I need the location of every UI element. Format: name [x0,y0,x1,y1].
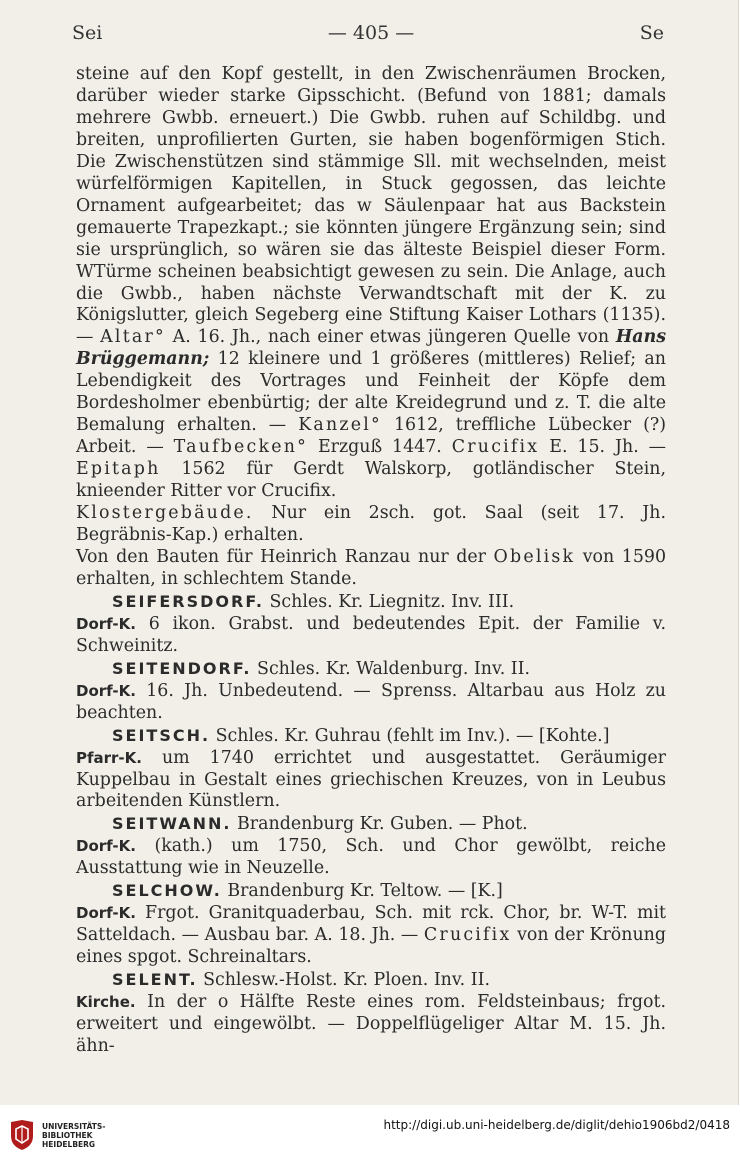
kanzel-label: Kanzel° [298,415,382,436]
entry-selchow [76,880,666,969]
entry-kind: Pfarr-K. [76,748,142,767]
paragraph-klostergebaeude: Klostergebäude. Nur ein 2sch. got. Saal (seit 17. Jh. Begräbnis-Kap.) erhalten. [76,503,667,546]
entry-heading: SELCHOW. [112,881,222,901]
entry-region: Schles. Kr. Liegnitz. Inv. III. [269,591,515,612]
altar-label: Altar° [100,327,166,348]
entry-region: Brandenburg Kr. Teltow. — [K.] [227,881,503,902]
entry-text: 6 ikon. Grabst. und bedeutendes Epit. der Familie v. Schweinitz. [76,613,666,656]
library-footer [0,1105,740,1165]
entry-kind: Kirche. [76,993,136,1012]
entry-region: Schles. Kr. Guhrau (fehlt im Inv.). — [Kohte.] [215,725,610,746]
running-head-left: Sei [72,22,103,44]
entry-heading: SEITENDORF. [112,658,252,678]
entry-seifersdorf [76,591,666,658]
paragraph-continuation: steine auf den Kopf gestellt, in den Zwischenräumen Brocken, darüber wieder starke Gipsschicht. (Befund von 1881; damals mehrere Gwbb. erneuert.) Die Gwbb. ruhen auf Schildbg. und breiten, unprofilierten Gurten, sie haben bogenförmigen Stich. Die Zwischenstützen sind stämmige Sll. mit wechselnden, meist würfelförmigen Kapitellen, in Stuck gegossen, das leichte Ornament aufgearbeitet; das w Säulenpaar hat aus Backstein gemauerte Trapezkapt.; sie könnten jüngere Ergänzung sein; sind sie ursprünglich, so wären sie das älteste Beispiel dieser Form. WTürme scheinen beabsichtigt gewesen zu sein. Die Anlage, auch die Gwbb., haben nächste Verwandtschaft mit der K. zu Königslutter, gleich Segeberg eine Stiftung Kaiser Lothars (1135). — Altar° A. 16. Jh., nach einer etwas jüngeren Quelle von Hans Brüggemann; 12 kleinere und 1 größeres (mittleres) Relief; an Lebendigkeit des Vortrages und Feinheit der Köpfe dem Bordesholmer ebenbürtig; der alte Kreidegrund und z. T. die alte Bemalung erhalten. — Kanzel° 1612, treffliche Lübecker (?) Arbeit. — Taufbecken° Erzguß 1447. Crucifix E. 15. Jh. — Epitaph 1562 für Gerdt Walskorp, gotländischer Stein, knieender Ritter vor Crucifix. [76,64,667,502]
entry-heading: SELENT. [112,970,198,990]
source-url-link[interactable]: http://digi.ub.uni-heidelberg.de/diglit/dehio1906bd2/0418 [383,1118,730,1132]
entry-kind: Dorf-K. [76,837,136,856]
running-head [72,22,664,44]
entry-selent [76,969,666,1058]
page-number: — 405 — [327,22,415,44]
entry-text: um 1740 errichtet und ausgestattet. Geräumiger Kuppelbau in Gestalt eines griechischen Kreuzes, von in Leubus arbeitenden Künstlern. [76,747,666,812]
entry-seitwann [76,813,666,880]
entry-heading: SEITSCH. [112,725,211,745]
library-logo[interactable] [8,1119,105,1151]
entry-heading: SEIFERSDORF. [112,591,264,611]
artist-name: Hans Brüggemann; [76,327,667,370]
entry-seitendorf [76,658,666,725]
entry-seitsch [76,725,666,814]
entry-text: (kath.) um 1750, Sch. und Chor gewölbt, reiche Ausstattung wie in Neuzelle. [76,836,667,879]
entry-text: Frgot. Granitquaderbau, Sch. mit rck. Chor, br. W-T. mit Satteldach. — Ausbau bar. A. 18. Jh. — [76,903,666,946]
page-body [76,64,666,1058]
crucifix-label: Crucifix [423,925,512,946]
entry-text: von der Krönung eines spgot. Schreinaltars. [76,925,666,968]
library-name: UNIVERSITÄTS- BIBLIOTHEK HEIDELBERG [42,1121,106,1149]
entry-region: Schles. Kr. Waldenburg. Inv. II. [257,658,531,679]
university-seal-icon [8,1119,36,1151]
entry-kind: Dorf-K. [76,904,136,923]
klostergebaeude-label: Klostergebäude. [76,503,254,524]
running-head-right: Se [639,22,664,44]
entry-text: 16. Jh. Unbedeutend. — Sprenss. Altarbau aus Holz zu beachten. [76,680,666,723]
paragraph-obelisk: Von den Bauten für Heinrich Ranzau nur der Obelisk von 1590 erhalten, in schlechtem Stande. [76,546,667,589]
entry-kind: Dorf-K. [76,614,136,633]
crucifix-label: Crucifix [451,437,540,458]
obelisk-label: Obelisk [493,546,576,567]
entry-region: Schlesw.-Holst. Kr. Ploen. Inv. II. [203,970,490,991]
entry-kind: Dorf-K. [76,681,136,700]
entry-region: Brandenburg Kr. Guben. — Phot. [237,814,528,835]
epitaph-label: Epitaph [76,459,161,480]
taufbecken-label: Taufbecken° [173,437,309,458]
entry-heading: SEITWANN. [112,814,232,834]
entry-text: In der o Hälfte Reste eines rom. Feldsteinbaus; frgot. erweitert und eingewölbt. — Doppelflügeliger Altar M. 15. Jh. ähn- [76,992,666,1056]
